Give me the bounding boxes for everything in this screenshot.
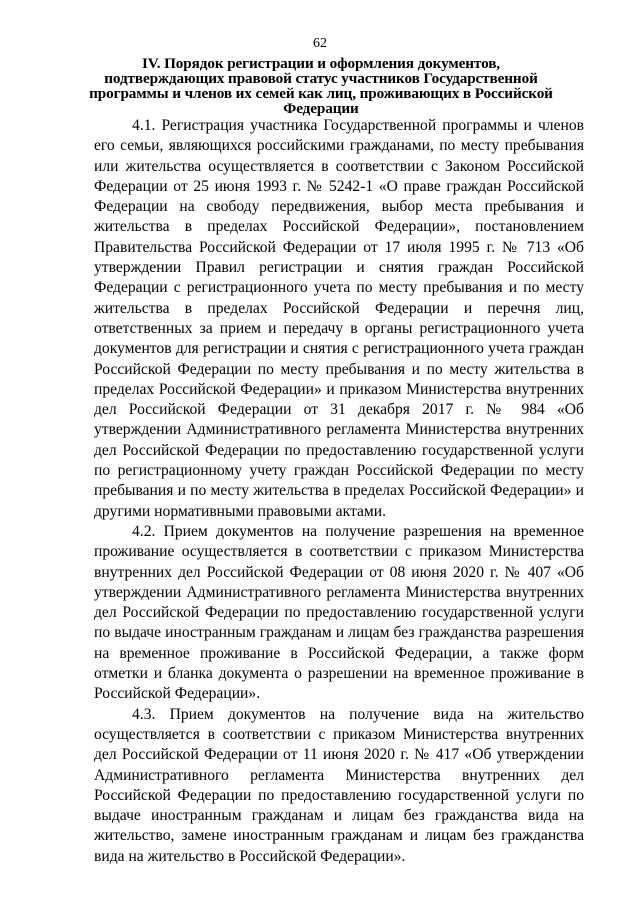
page-number: 62: [313, 36, 327, 51]
document-body: [94, 116, 584, 867]
paragraph-4-1: 4.1. Регистрация участника Государственной программы и членов его семьи, являющихся российскими гражданами, по месту пребывания или жительства осуществляется в соответствии с Законом Российской Федерации от 25 июня 1993 г. № 5242-1 «О праве граждан Российской Федерации на свободу передвижения, выбор места пребывания и жительства в пределах Российской Федерации», постановлением Правительства Российской Федерации от 17 июля 1995 г. № 713 «Об утверждении Правил регистрации и снятия граждан Российской Федерации с регистрационного учета по месту пребывания и по месту жительства в пределах Российской Федерации и перечня лиц, ответственных за прием и передачу в органы регистрационного учета документов для регистрации и снятия с регистрационного учета граждан Российской Федерации по месту пребывания и по месту жительства в пределах Российской Федерации» и приказом Министерства внутренних дел Российской Федерации от 31 декабря 2017 г. № 984 «Об утверждении Административного регламента Министерства внутренних дел Российской Федерации по предоставлению государственной услуги по регистрационному учету граждан Российской Федерации по месту пребывания и по месту жительства в пределах Российской Федерации» и другими нормативными правовыми актами.: [94, 117, 584, 520]
section-heading: IV. Порядок регистрации и оформления документов, подтверждающих правовой статус участников Государственной программы и членов их семей как лиц, проживающих в Российской Федерации: [89, 55, 553, 117]
paragraph-4-2: 4.2. Прием документов на получение разрешения на временное проживание осуществляется в соответствии с приказом Министерства внутренних дел Российской Федерации от 08 июня 2020 г. № 407 «Об утверждении Административного регламента Министерства внутренних дел Российской Федерации по предоставлению государственной услуги по выдаче иностранным гражданам и лицам без гражданства разрешения на временное проживание в Российской Федерации, а также форм отметки и бланка документа о разрешении на временное проживание в Российской Федерации».: [94, 522, 584, 703]
paragraph-4-3: 4.3. Прием документов на получение вида на жительство осуществляется в соответствии с приказом Министерства внутренних дел Российской Федерации от 11 июня 2020 г. № 417 «Об утверждении Административного регламента Министерства внутренних дел Российской Федерации по предоставлению государственной услуги по выдаче иностранным гражданам и лицам без гражданства вида на жительство, замене иностранным гражданам и лицам без гражданства вида на жительство в Российской Федерации».: [94, 705, 584, 865]
